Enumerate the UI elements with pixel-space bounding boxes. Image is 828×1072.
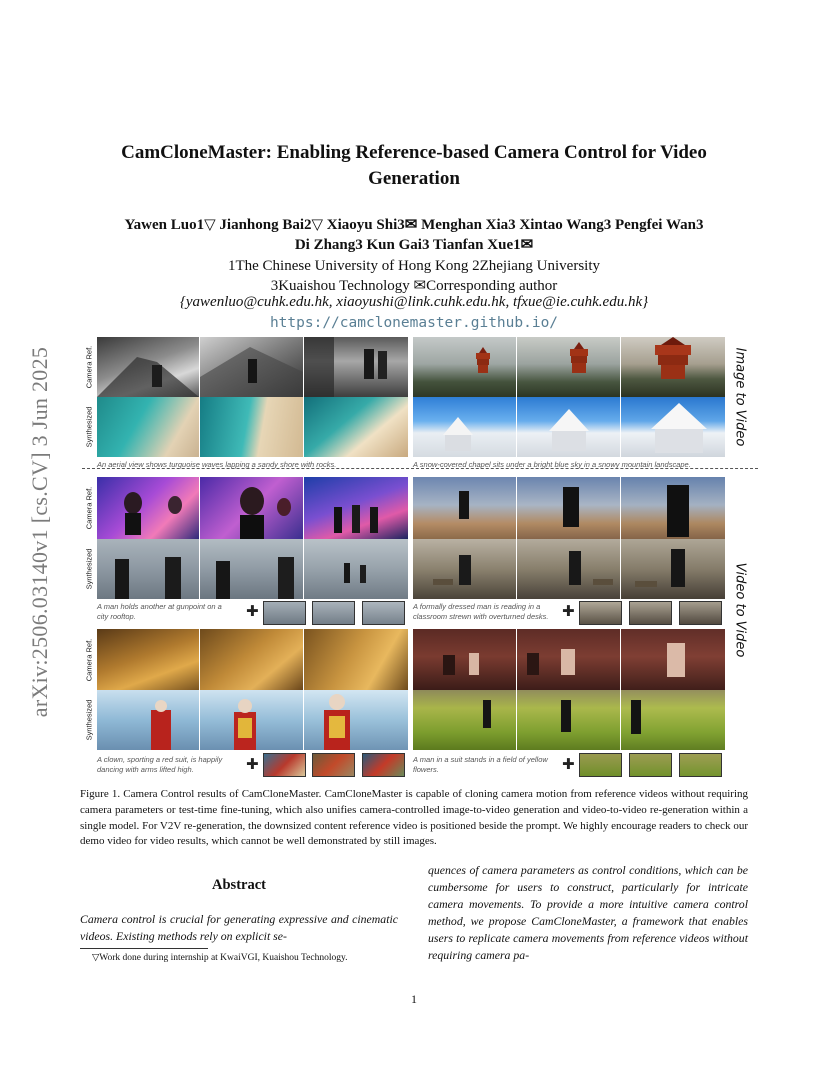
thumb-rooftop-2 <box>312 601 355 625</box>
image-ref-desert-2 <box>517 477 620 539</box>
image-ref-street-1 <box>97 337 199 397</box>
image-syn-field-3 <box>621 690 725 750</box>
arxiv-stamp <box>22 292 58 772</box>
plus-icon: ✚ <box>246 602 259 620</box>
abstract-left-column: Camera control is crucial for generating expressive and cinematic videos. Existing methods rely on explicit se- <box>80 912 398 943</box>
image-syn-chapel-2 <box>517 397 620 457</box>
thumb-clown-3 <box>362 753 405 777</box>
image-ref-brewery-3 <box>621 629 725 690</box>
image-ref-concert-3 <box>304 477 408 539</box>
image-syn-field-2 <box>517 690 620 750</box>
image-syn-beach-2 <box>200 397 303 457</box>
image-ref-street-3 <box>304 337 408 397</box>
image-syn-rooftop-1 <box>97 539 199 599</box>
title-line-1: CamCloneMaster: Enabling Reference-based Camera Control for Video <box>121 142 707 163</box>
footnote: ▽Work done during internship at KwaiVGI, Kuaishou Technology. <box>92 953 348 963</box>
image-ref-desert-1 <box>413 477 516 539</box>
title-line-2: Generation <box>368 168 460 189</box>
thumb-field-1 <box>579 753 622 777</box>
affil-line-2: 3Kuaishou Technology ✉Corresponding author <box>270 278 558 294</box>
thumb-classroom-1 <box>579 601 622 625</box>
image-syn-field-1 <box>413 690 516 750</box>
abstract-heading: Abstract <box>212 877 266 893</box>
caption-chapel: A snow-covered chapel sits under a bright blue sky in a snowy mountain landscape. <box>413 460 691 469</box>
plus-icon: ✚ <box>246 755 259 773</box>
author-emails: {yawenluo@cuhk.edu.hk, xiaoyushi@link.cuhk.edu.hk, tfxue@ie.cuhk.edu.hk} <box>179 294 649 310</box>
image-syn-classroom-3 <box>621 539 725 599</box>
side-label-image-to-video: Image to Video <box>732 347 748 447</box>
caption-field: A man in a suit stands in a field of yellow flowers. <box>413 755 548 774</box>
image-ref-concert-2 <box>200 477 303 539</box>
thumb-clown-1 <box>263 753 306 777</box>
row-label-synthesized: Synthesized <box>84 699 94 741</box>
thumb-field-3 <box>679 753 722 777</box>
abstract-right-column: quences of camera parameters as control conditions, which can be cumbersome for users to construct, particularly for intricate camera movements. To provide a more intuitive camera control method, we propose CamCloneMaster, a framework that enables users to replicate camera movements from reference videos without requiring camera pa- <box>428 863 748 962</box>
image-syn-chapel-1 <box>413 397 516 457</box>
image-syn-classroom-1 <box>413 539 516 599</box>
row-label-synthesized: Synthesized <box>84 548 94 590</box>
thumb-clown-2 <box>312 753 355 777</box>
image-ref-brewery-2 <box>517 629 620 690</box>
plus-icon: ✚ <box>562 602 575 620</box>
thumb-rooftop-1 <box>263 601 306 625</box>
row-label-camera-ref: Camera Ref. <box>84 486 94 530</box>
affil-line-1: 1The Chinese University of Hong Kong 2Zhejiang University <box>227 258 601 274</box>
plus-icon: ✚ <box>562 755 575 773</box>
image-syn-rooftop-3 <box>304 539 408 599</box>
image-ref-desert-3 <box>621 477 725 539</box>
image-syn-classroom-2 <box>517 539 620 599</box>
image-ref-pagoda-1 <box>413 337 516 397</box>
image-ref-brewery-1 <box>413 629 516 690</box>
image-ref-wheat-3 <box>304 629 408 690</box>
image-ref-street-2 <box>200 337 303 397</box>
authors-line-1: Yawen Luo1▽ Jianhong Bai2▽ Xiaoyu Shi3✉ Menghan Xia3 Xintao Wang3 Pengfei Wan3 <box>124 217 704 233</box>
row-label-synthesized: Synthesized <box>84 406 94 448</box>
project-url-link[interactable]: https://camclonemaster.github.io/ <box>269 315 559 331</box>
image-ref-pagoda-3 <box>621 337 725 397</box>
caption-gunpoint: A man holds another at gunpoint on a city rooftop. <box>97 602 222 621</box>
thumb-rooftop-3 <box>362 601 405 625</box>
image-syn-clown-1 <box>97 690 199 750</box>
arxiv-stamp-text: arXiv:2506.03140v1 [cs.CV] 3 Jun 2025 <box>27 346 52 718</box>
thumb-classroom-3 <box>679 601 722 625</box>
footnote-rule <box>80 948 208 949</box>
side-label-video-to-video: Video to Video <box>732 562 748 658</box>
page-number: 1 <box>411 992 417 1006</box>
image-ref-wheat-2 <box>200 629 303 690</box>
image-syn-rooftop-2 <box>200 539 303 599</box>
image-ref-pagoda-2 <box>517 337 620 397</box>
author-list <box>0 215 828 255</box>
image-syn-clown-3 <box>304 690 408 750</box>
paper-title <box>0 140 828 192</box>
thumb-classroom-2 <box>629 601 672 625</box>
caption-aerial: An aerial view shows turquoise waves lapping a sandy shore with rocks. <box>97 460 337 469</box>
thumb-field-2 <box>629 753 672 777</box>
row-label-camera-ref: Camera Ref. <box>84 638 94 681</box>
row-label-camera-ref: Camera Ref. <box>84 345 94 389</box>
caption-clown: A clown, sporting a red suit, is happily dancing with arms lifted high. <box>97 755 223 774</box>
image-syn-beach-1 <box>97 397 199 457</box>
authors-line-2: Di Zhang3 Kun Gai3 Tianfan Xue1✉ <box>294 237 534 253</box>
image-ref-wheat-1 <box>97 629 199 690</box>
affiliations <box>0 256 828 296</box>
figure-caption: Figure 1. Camera Control results of CamCloneMaster. CamCloneMaster is capable of cloning camera motion from reference videos without requiring camera parameters or test-time fine-tuning, which also unifies camera-controlled image-to-video generation and video-to-video re-generation within a single model. For V2V re-generation, the downsized content reference video is positioned beside the prompt. We highly encourage readers to check our demo video for video results, which cannot be well demonstrated by still images. <box>80 788 748 848</box>
figure-divider <box>82 468 758 469</box>
image-syn-clown-2 <box>200 690 303 750</box>
image-syn-chapel-3 <box>621 397 725 457</box>
image-syn-beach-3 <box>304 397 408 457</box>
image-ref-concert-1 <box>97 477 199 539</box>
caption-classroom: A formally dressed man is reading in a classroom strewn with overturned desks. <box>413 602 549 621</box>
